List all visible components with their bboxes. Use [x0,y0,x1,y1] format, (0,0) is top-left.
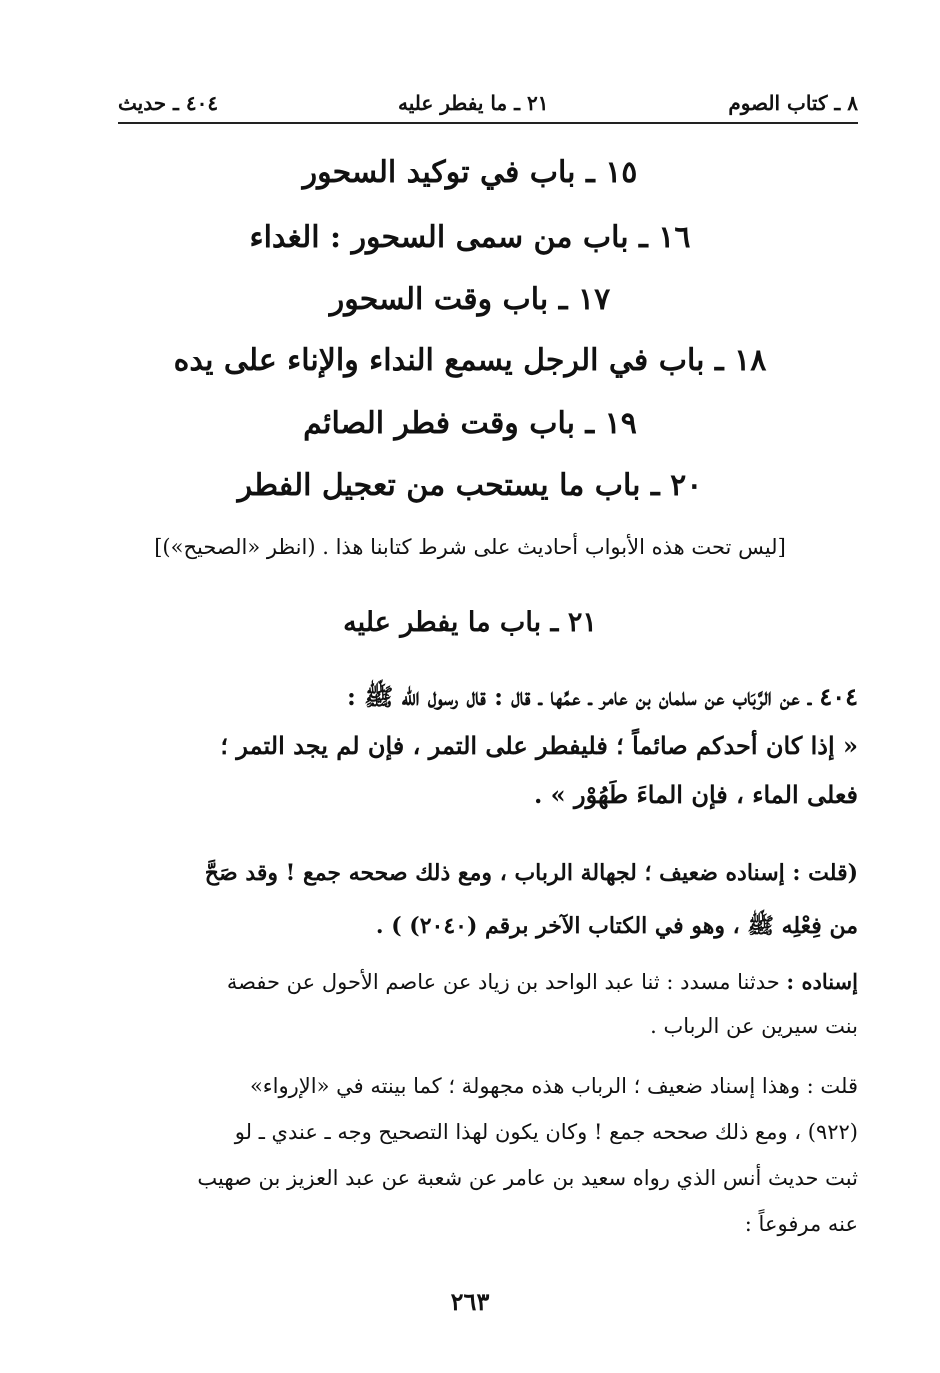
isnad-line: بنت سيرين عن الرباب . [650,1014,858,1038]
chapter-heading-18: ١٨ ـ باب في الرجل يسمع النداء والإناء على يده [173,343,767,378]
isnad-line [82,960,858,1004]
isnad-label: إسناده : [786,969,858,994]
commentary-paragraph [82,1063,858,1247]
header-chapter-title: ٢١ ـ ما يفطر عليه [397,91,549,115]
isnad-text: حدثنا مسدد : ثنا عبد الواحد بن زياد عن عاصم الأحول عن حفصة [226,970,787,994]
commentary-line: قلت : وهذا إسناد ضعيف ؛ الرباب هذه مجهولة ؛ كما بينته في «الإرواء» [249,1074,858,1098]
hadith-line: فعلى الماء ، فإن الماءَ طَهُوْر » . [533,780,858,809]
editor-note: [ليس تحت هذه الأبواب أحاديث على شرط كتابنا هذا . (انظر «الصحيح»)] [154,535,786,559]
hadith-text [82,672,858,819]
page-number: ٢٦٣ [450,1287,490,1316]
commentary-line: (٩٢٢) ، ومع ذلك صححه جمع ! وكان يكون لهذا التصحيح وجه ـ عندي ـ لو [234,1120,858,1144]
remark-line: من فِعْلِه ﷺ ، وهو في الكتاب الآخر برقم (٢٠٤٠) ) . [375,913,858,939]
isnad-paragraph [82,960,858,1048]
grading-remark [82,847,858,953]
hadith-line: ٤٠٤ ـ عن الرَّبَاب عن سلمان بن عامر ـ عمِّها ـ قال : قال رسول الله ﷺ : [347,682,858,711]
chapter-heading-16: ١٦ ـ باب من سمى السحور : الغداء [249,220,691,255]
commentary-line: ثبت حديث أنس الذي رواه سعيد بن عامر عن شعبة عن عبد العزيز بن صهيب [197,1166,858,1190]
remark-line: (قلت : إسناده ضعيف ؛ لجهالة الرباب ، ومع ذلك صححه جمع ! وقد صَحَّ [204,860,858,886]
chapter-heading-19: ١٩ ـ باب وقت فطر الصائم [303,406,637,441]
chapter-heading-15: ١٥ ـ باب في توكيد السحور [302,155,638,190]
hadith-line: « إذا كان أحدكم صائماً ؛ فليفطر على التمر ، فإن لم يجد التمر ؛ [220,731,858,760]
header-hadith-number: ٤٠٤ ـ حديث [118,91,219,115]
running-header [118,84,858,124]
chapter-heading-17: ١٧ ـ باب وقت السحور [329,282,611,317]
section-heading-21: ٢١ ـ باب ما يفطر عليه [343,607,597,638]
chapter-heading-20: ٢٠ ـ باب ما يستحب من تعجيل الفطر [237,468,703,503]
commentary-line: عنه مرفوعاً : [744,1212,858,1236]
header-book-title: ٨ ـ كتاب الصوم [728,91,858,115]
